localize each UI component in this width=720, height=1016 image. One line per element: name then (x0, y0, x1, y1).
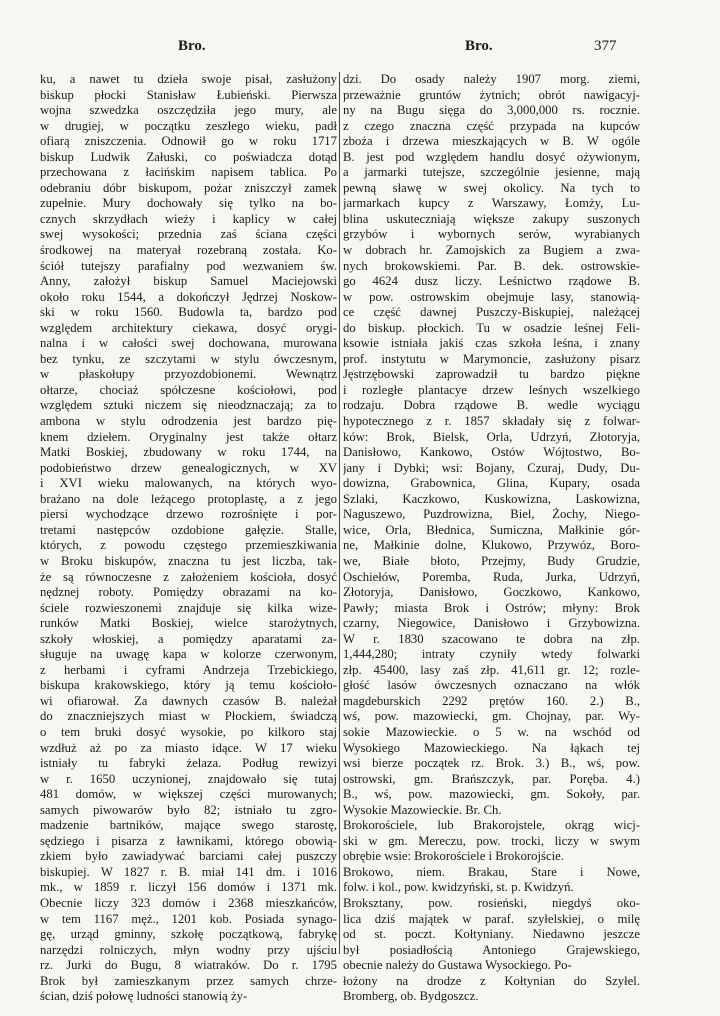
text-line: Naguszewo, Puzdrowizna, Biel, Żochy, Niego- (343, 507, 640, 522)
text-line: ksowie istniała jakiś czas szkoła leśna, i znany (343, 336, 640, 351)
text-line: był posiadłością Antoniego Grajewskiego, (343, 942, 640, 957)
text-line: cznych skrzydłach wieży i kaplicy w całej (40, 211, 337, 226)
text-line: Anny, założył biskup Samuel Maciejowski (40, 274, 337, 289)
text-line: Brokowo, niem. Brakau, Stare i Nowe, (343, 864, 640, 879)
text-line: Oschiełów, Poremba, Ruda, Jurka, Udrzyń, (343, 569, 640, 584)
text-line: lica dziś majątek w paraf. szyłelskiej, o milę (343, 911, 640, 926)
text-line: dzi. Do osady należy 1907 morg. ziemi, (343, 72, 640, 86)
text-line: podobieństwo drzew genealogicznych, w XV (40, 460, 337, 475)
text-line: zboża i drzewa mieszkających w B. W ogóle (343, 134, 640, 149)
text-line: Matki Boskiej, zbudowany w roku 1744, na (40, 445, 337, 460)
text-line: o tem bruki dosyć wysokie, po kilkoro staj (40, 724, 337, 739)
text-line: ostrowski, gm. Brańszczyk, par. Poręba. 4.) (343, 771, 640, 786)
text-line: pewną sławę w swej okolicy. Na tych to (343, 180, 640, 195)
text-line: madzenie bartników, mające swego starostę, (40, 818, 337, 833)
text-line: że są równoczesne z założeniem kościoła, dosyć (40, 569, 337, 584)
text-line: i XVI wieku malowanych, na których wyo- (40, 476, 337, 491)
text-line: obrębie wsie: Brokorościele i Brokorojście. (343, 849, 564, 864)
text-line: rz. Jurki do Bugu, 8 wiatraków. Do r. 1795 (40, 958, 337, 973)
text-line: około roku 1544, a dokończył Jędrzej Noskow- (40, 289, 337, 304)
text-line: Wysokiego Mazowieckiego. Na łąkach tej (343, 740, 640, 755)
text-line: nędznej roboty. Pomiędzy obrazami na ko- (40, 585, 337, 600)
text-line: ściół tutejszy parafialny pod wezwaniem św. (40, 258, 337, 273)
text-line: sokie Mazowieckie. o 5 w. na wschód od (343, 724, 640, 739)
text-line: brażano na dole leżącego protoplastę, a z jego (40, 491, 337, 506)
text-line: biskup płocki Stanisław Łubieński. Pierwsza (40, 87, 337, 102)
text-column-left (40, 72, 337, 1005)
text-line: zupełnie. Mury dochowały się tylko na bo- (40, 196, 337, 211)
text-line: gę, urząd gminny, szkołę początkową, fabrykę (40, 927, 337, 942)
text-line: narzędzi rolniczych, młyn wodny przy ujściu (40, 942, 337, 957)
text-line: 481 domów, w większej części murowanych; (40, 787, 337, 802)
text-line: grzybów i wybornych serów, wyrabianych (343, 227, 640, 242)
text-line: ków: Brok, Bielsk, Orla, Udrzyń, Złotoryja, (343, 429, 640, 444)
text-line: jany i Dybki; wsi: Bojany, Czuraj, Dudy, Du- (343, 460, 640, 475)
text-line: jarmarkach kupcy z Warszawy, Łomży, Lu- (343, 196, 640, 211)
text-line: Szlaki, Kaczkowo, Kuskowizna, Laskowizna, (343, 491, 640, 506)
running-header-left: Bro. (178, 38, 206, 54)
text-line: Broksztany, pow. rosieński, niegdyś oko- (343, 895, 640, 910)
text-line: łożony na drodze z Kołtynian do Szyłel. (343, 973, 640, 988)
text-line: względem sztuki niczem się nieodznaczają; za to (40, 398, 337, 413)
text-line: Bromberg, ob. Bydgoszcz. (343, 989, 479, 1004)
text-line: w Broku biskupów, znaczna tu jest liczba, tak- (40, 553, 337, 568)
text-line: w r. 1650 uczynionej, znajdowało się tutaj (40, 771, 337, 786)
text-line: dowizna, Grabownica, Glina, Kupary, osada (343, 476, 640, 491)
text-line: blina uskuteczniają większe zakupy suszonych (343, 211, 640, 226)
text-line: sługuje na uwagę kapa w kolorze czerwonym, (40, 647, 337, 662)
text-line: biskupa krakowskiego, który ją temu kościoło- (40, 678, 337, 693)
text-line: go 4624 dusz liczy. Leśnictwo rządowe B. (343, 274, 640, 289)
text-line: w pow. ostrowskim obejmuje lasy, stanowią- (343, 289, 640, 304)
text-line: odebraniu dóbr biskupom, pożar zniszczył zamek (40, 180, 337, 195)
text-line: biskup Ludwik Załuski, co poświadcza dotąd (40, 149, 337, 164)
text-line: wi ofiarował. Za dawnych czasów B. należał (40, 693, 337, 708)
text-line: obecnie należy do Gustawa Wysockiego. Po- (343, 958, 572, 973)
text-line: rodzaju. Dobra rządowe B. wedle wyciągu (343, 398, 640, 413)
text-line: i rozległe plantacye drzew leśnych wszelkiego (343, 382, 640, 397)
text-column-right (343, 72, 640, 1005)
text-line: bez tynku, ze szczytami w stylu ówczesnym, (40, 351, 337, 366)
text-line: ambona w stylu odrodzenia jest bardzo pię- (40, 414, 337, 429)
text-line: a jarmarki tutejsze, szczególnie jesienne, mają (343, 165, 640, 180)
text-line: ścian, dziś połowę ludności stanowią ży- (40, 989, 248, 1004)
text-line: szkoły włoskiej, a pomiędzy aparatami za- (40, 631, 337, 646)
text-line: piersi wychodzące drzewo rozrośnięte i por- (40, 507, 337, 522)
text-line: do znaczniejszych miast w Płockiem, świadczą (40, 709, 337, 724)
text-line: w płaskołupy przyozdobionemi. Wewnątrz (40, 367, 337, 382)
text-line: wice, Orla, Błednica, Sumiczna, Małkinie gór- (343, 522, 640, 537)
text-line: Obecnie liczy 323 domów i 2368 mieszkańców, (40, 895, 337, 910)
text-line: mk., w 1859 r. liczył 156 domów i 1371 mk. (40, 880, 337, 895)
text-line: wojna szwedzka oszczędziła jego mury, ale (40, 103, 337, 118)
text-line: prof. instytutu w Marymoncie, zasłużony pisarz (343, 351, 640, 366)
text-line: z herbami i cyframi Andrzeja Trzebickiego, (40, 662, 337, 677)
text-line: wsi bierze początek rz. Brok. 3.) B., wś, pow. (343, 756, 640, 771)
text-line: ołtarze, chociaż spółczesne kościołowi, pod (40, 382, 337, 397)
text-line: Danisłowo, Kankowo, Ostów Wójtostwo, Bo- (343, 445, 640, 460)
text-line: ny na Bugu sięga do 3,000,000 rs. rocznie. (343, 103, 640, 118)
text-line: wś, pow. mazowiecki, gm. Chojnay, par. Wy- (343, 709, 640, 724)
text-line: których, z powodu częstego przemieszkiwania (40, 538, 337, 553)
text-line: istniały tu fabryki żelaza. Podług rewizyi (40, 756, 337, 771)
text-line: runków Matki Boskiej, wielce starożytnych, (40, 616, 337, 631)
text-line: głość lasów ówczesnych oznaczano na włók (343, 678, 640, 693)
text-line: w drugiej, w początku zeszłego wieku, padł (40, 118, 337, 133)
text-line: wzdłuż aż po za miasto idące. W 17 wieku (40, 740, 337, 755)
text-line: biskupiej. W 1827 r. B. miał 141 dm. i 1016 (40, 864, 337, 879)
column-divider (339, 72, 340, 954)
text-line: nych brokowskiemi. Par. B. dek. ostrowskie- (343, 258, 640, 273)
text-line: środkowej na materyał rozebraną została. Ko- (40, 243, 337, 258)
text-line: Wysokie Mazowieckie. Br. Ch. (343, 802, 502, 817)
text-line: ściele rozwieszonemi znajduje się kilka wize- (40, 600, 337, 615)
text-line: przeważnie gruntów żytnich; obrót nawigacyj- (343, 87, 640, 102)
text-line: z czego znaczna część przypada na kupców (343, 118, 640, 133)
text-line: zkiem było zawiadywać barciami całej puszczy (40, 849, 337, 864)
text-line: Jęstrzębowski zaprowadził tu bardzo piękne (343, 367, 640, 382)
text-line: folw. i kol., pow. kwidzyński, st. p. Kwidzyń. (343, 880, 574, 895)
text-line: ne, Małkinie dolne, Klukowo, Przywóz, Boro- (343, 538, 640, 553)
text-line: B., wś, pow. mazowiecki, gm. Sokoły, par. (343, 787, 640, 802)
text-line: sędziego i pisarza z ławnikami, którego obowią- (40, 833, 337, 848)
text-line: Pawły; miasta Brok i Ostrów; młyny: Brok (343, 600, 640, 615)
text-line: W r. 1830 szacowano te dobra na złp. (343, 631, 640, 646)
text-line: w dobrach hr. Zamojskich za Bugiem a zwa- (343, 243, 640, 258)
text-line: B. jest pod względem handlu dosyć ożywionym, (343, 149, 640, 164)
text-line: ofiarą zniszczenia. Odnowił go w roku 1717 (40, 134, 337, 149)
text-line: czarny, Niegowice, Danisłowo i Grzybowizna. (343, 616, 640, 631)
text-line: ku, a nawet tu dzieła swoje pisał, zasłużony (40, 72, 337, 86)
text-line: samych piwowarów było 82; istniało tu zgro- (40, 802, 337, 817)
text-line: do biskup. płockich. Tu w osadzie leśnej Feli- (343, 320, 640, 335)
text-line: magdeburskich 2292 prętów 160. 2.) B., (343, 693, 640, 708)
text-line: nalna i w całości swej dochowana, murowana (40, 336, 337, 351)
text-line: względem architektury ciekawa, dosyć orygi- (40, 320, 337, 335)
text-line: od st. poczt. Kołtyniany. Niedawno jeszcze (343, 927, 640, 942)
text-line: Brokorościele, lub Brakorojstele, okrąg wicj- (343, 818, 640, 833)
text-line: hypotecznego z r. 1857 składały się z folwar- (343, 414, 640, 429)
text-line: 1,444,280; intraty czyniły wtedy folwarki (343, 647, 640, 662)
text-line: Złotoryja, Danisłowo, Goczkowo, Kankowo, (343, 585, 640, 600)
text-line: ski w gm. Mereczu, pow. trocki, liczy w swym (343, 833, 640, 848)
text-line: w tem 1167 męż., 1201 kob. Posiada synago- (40, 911, 337, 926)
text-line: swej wysokości; przednia zaś ściana części (40, 227, 337, 242)
text-line: ce część dawnej Puszczy-Biskupiej, należącej (343, 305, 640, 320)
text-line: we, Białe błoto, Przejmy, Budy Grudzie, (343, 553, 640, 568)
text-line: ski w roku 1560. Budowla ta, bardzo pod (40, 305, 337, 320)
text-line: Brok był zamieszkanym przez samych chrze- (40, 973, 337, 988)
text-line: tretami następców ozdobione gałęzie. Stalle, (40, 522, 337, 537)
running-header-right: Bro. (465, 38, 493, 54)
text-line: złp. 45400, lasy zaś złp. 41,611 gr. 12; rozle- (343, 662, 640, 677)
page-number: 377 (594, 38, 617, 54)
text-line: przechowana z łacińskim napisem tablica. Po (40, 165, 337, 180)
text-line: knem dziełem. Oryginalny jest także ołtarz (40, 429, 337, 444)
